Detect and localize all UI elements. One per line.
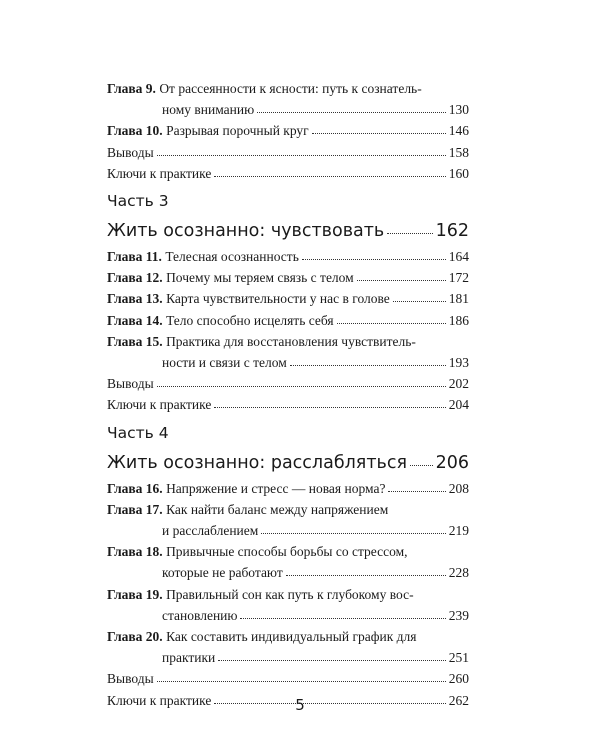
dot-leader bbox=[357, 279, 446, 281]
chapter-label: Глава 20. bbox=[107, 629, 163, 645]
dot-leader bbox=[337, 322, 446, 324]
chapter-title-cont: и расслаблением bbox=[162, 523, 259, 539]
chapter-title: Напряжение и стресс — новая норма? bbox=[166, 480, 386, 496]
toc-entry-chapter-14 bbox=[107, 310, 469, 331]
page-number: 193 bbox=[448, 355, 469, 371]
chapter-title-cont: ности и связи с телом bbox=[162, 355, 287, 371]
page-number: 208 bbox=[448, 480, 469, 496]
page-number: 164 bbox=[448, 249, 469, 265]
page-number: 262 bbox=[448, 692, 469, 708]
page-number: 130 bbox=[448, 102, 469, 118]
dot-leader bbox=[214, 175, 445, 177]
chapter-title: От рассеянности к ясности: путь к сознатель- bbox=[159, 81, 422, 96]
chapter-label: Глава 13. bbox=[107, 291, 163, 307]
dot-leader bbox=[387, 232, 432, 234]
chapter-title: Как найти баланс между напряжением bbox=[166, 501, 389, 517]
page-number: 228 bbox=[448, 565, 469, 581]
dot-leader bbox=[393, 300, 446, 302]
page-number: 186 bbox=[448, 312, 469, 328]
part-title-text: Жить осознанно: расслабляться bbox=[107, 452, 407, 473]
chapter-label: Глава 10. bbox=[107, 123, 163, 139]
chapter-title: Практика для восстановления чувствитель- bbox=[166, 333, 416, 349]
dot-leader bbox=[312, 132, 446, 134]
page-number: 202 bbox=[448, 376, 469, 392]
chapter-title-cont: ному вниманию bbox=[162, 102, 255, 118]
dot-leader bbox=[290, 364, 446, 366]
toc-entry-chapter-20 bbox=[107, 626, 469, 668]
chapter-label: Глава 9. bbox=[107, 81, 156, 96]
dot-leader bbox=[388, 490, 445, 492]
page-number: 219 bbox=[448, 523, 469, 539]
toc-entry-practice-keys bbox=[107, 394, 469, 415]
page-number: 162 bbox=[435, 221, 469, 242]
chapter-title-cont: становлению bbox=[162, 607, 238, 623]
chapter-label: Глава 17. bbox=[107, 501, 163, 517]
toc-entry-summary bbox=[107, 668, 469, 689]
dot-leader bbox=[157, 680, 446, 682]
entry-title: Ключи к практике bbox=[107, 397, 212, 413]
part-4-title bbox=[107, 450, 469, 476]
page-number: 181 bbox=[448, 291, 469, 307]
chapter-title: Тело способно исцелять себя bbox=[166, 312, 334, 328]
toc-entry-chapter-9 bbox=[107, 78, 469, 120]
chapter-title-cont: которые не работают bbox=[162, 565, 283, 581]
page-folio: 5 bbox=[295, 696, 305, 714]
toc-entry-chapter-12 bbox=[107, 267, 469, 288]
part-4-heading: Часть 4 bbox=[107, 423, 169, 442]
entry-title: Ключи к практике bbox=[107, 165, 212, 181]
entry-title: Выводы bbox=[107, 144, 154, 160]
page-number: 239 bbox=[448, 607, 469, 623]
toc-entry-summary bbox=[107, 142, 469, 163]
table-of-contents bbox=[107, 78, 469, 711]
chapter-label: Глава 11. bbox=[107, 249, 162, 265]
chapter-title: Почему мы теряем связь с телом bbox=[166, 270, 354, 286]
page-number: 160 bbox=[448, 165, 469, 181]
part-title-text: Жить осознанно: чувствовать bbox=[107, 221, 385, 242]
chapter-label: Глава 14. bbox=[107, 312, 163, 328]
dot-leader bbox=[157, 154, 446, 156]
chapter-label: Глава 19. bbox=[107, 586, 163, 602]
dot-leader bbox=[214, 406, 445, 408]
page-number: 204 bbox=[448, 397, 469, 413]
page-number: 260 bbox=[448, 671, 469, 687]
dot-leader bbox=[218, 659, 445, 661]
chapter-title: Правильный сон как путь к глубокому вос- bbox=[166, 586, 414, 602]
page-number: 172 bbox=[448, 270, 469, 286]
page-number: 146 bbox=[448, 123, 469, 139]
page-number: 206 bbox=[435, 452, 469, 473]
chapter-label: Глава 15. bbox=[107, 333, 163, 349]
toc-entry-chapter-10 bbox=[107, 120, 469, 141]
page-number: 158 bbox=[448, 144, 469, 160]
toc-entry-chapter-17 bbox=[107, 499, 469, 541]
toc-entry-summary bbox=[107, 373, 469, 394]
chapter-title: Как составить индивидуальный график для bbox=[166, 629, 417, 645]
dot-leader bbox=[286, 574, 446, 576]
part-3-heading: Часть 3 bbox=[107, 192, 169, 211]
chapter-label: Глава 18. bbox=[107, 544, 163, 560]
chapter-label: Глава 12. bbox=[107, 270, 163, 286]
dot-leader bbox=[261, 532, 445, 534]
toc-entry-chapter-19 bbox=[107, 584, 469, 626]
entry-title: Выводы bbox=[107, 376, 154, 392]
chapter-title: Привычные способы борьбы со стрессом, bbox=[166, 544, 408, 560]
chapter-title: Карта чувствительности у нас в голове bbox=[166, 291, 390, 307]
toc-entry-chapter-15 bbox=[107, 331, 469, 373]
toc-entry-chapter-18 bbox=[107, 541, 469, 583]
toc-entry-chapter-16 bbox=[107, 478, 469, 499]
dot-leader bbox=[240, 617, 445, 619]
dot-leader bbox=[157, 385, 446, 387]
chapter-title-cont: практики bbox=[162, 650, 216, 666]
dot-leader bbox=[302, 258, 446, 260]
toc-entry-chapter-11 bbox=[107, 246, 469, 267]
chapter-title: Разрывая порочный круг bbox=[166, 123, 309, 139]
dot-leader bbox=[257, 111, 446, 113]
dot-leader bbox=[410, 464, 433, 466]
part-3-title bbox=[107, 218, 469, 244]
toc-entry-chapter-13 bbox=[107, 288, 469, 309]
chapter-label: Глава 16. bbox=[107, 480, 163, 496]
entry-title: Выводы bbox=[107, 671, 154, 687]
toc-entry-practice-keys bbox=[107, 163, 469, 184]
entry-title: Ключи к практике bbox=[107, 692, 212, 708]
chapter-title: Телесная осознанность bbox=[165, 249, 299, 265]
page-number: 251 bbox=[448, 650, 469, 666]
